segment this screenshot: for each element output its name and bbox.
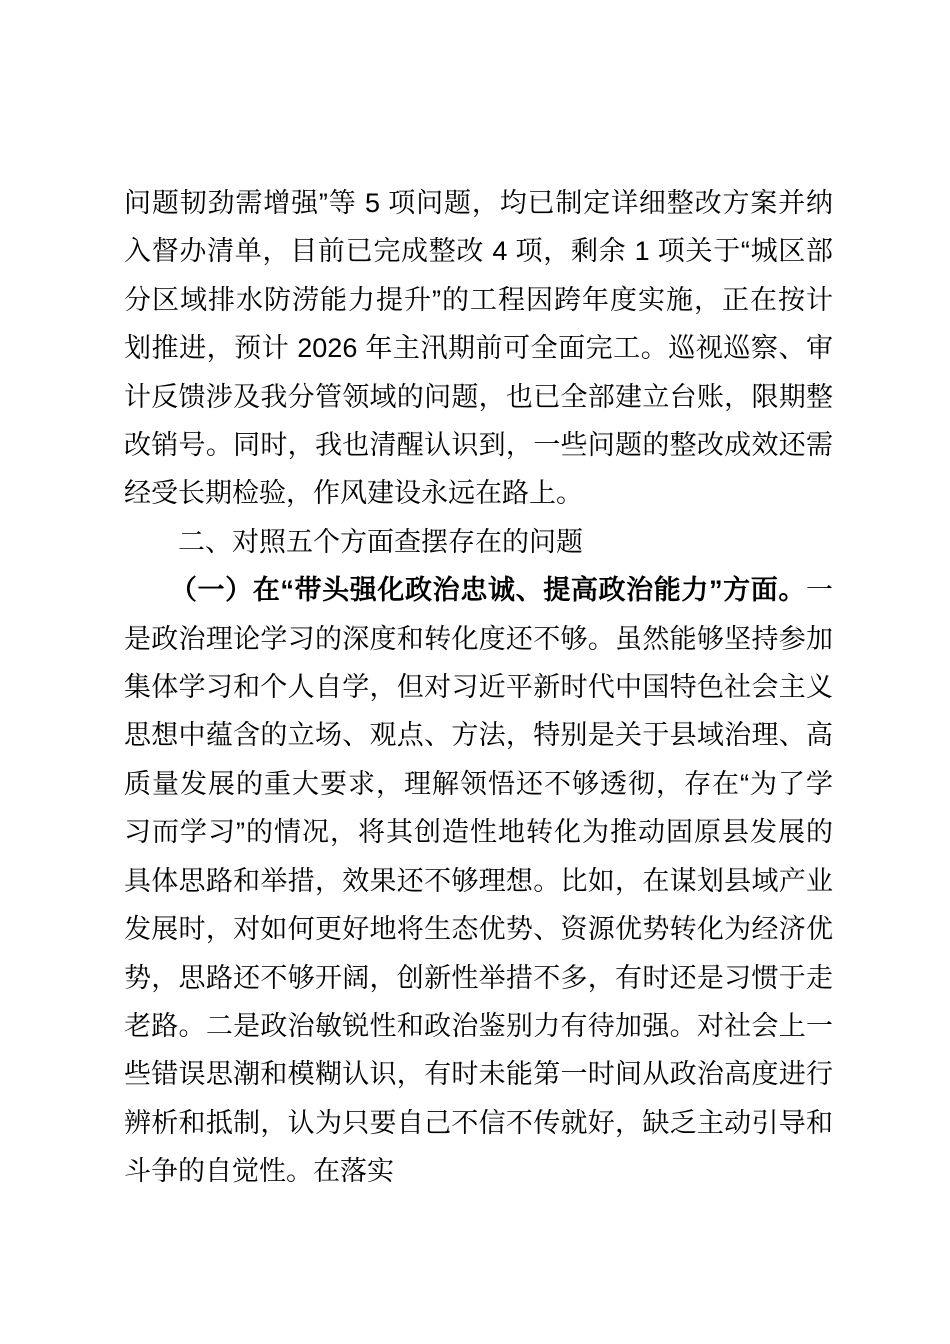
text-run: 二、对照五个方面查摆存在的问题 [178,526,583,557]
paragraph [124,566,833,1195]
text-run: 问题韧劲需增强”等 5 项问题，均已制定详细整改方案并纳入督办清单，目前已完成整改 4 项，剩余 1 项关于“城区部分区域排水防涝能力提升”的工程因跨年度实施，正在按计划推进，预计 2026 年主汛期前可全面完工。巡视巡察、审计反馈涉及我分管领域的问题，也已全部建立台账，限期整改销号。同时，我也清醒认识到，一些问题的整改成效还需经受长期检验，作风建设永远在路上。 [124,188,833,509]
text-run: 一是政治理论学习的深度和转化度还不够。虽然能够坚持参加集体学习和个人自学，但对习近平新时代中国特色社会主义思想中蕴含的立场、观点、方法，特别是关于县域治理、高质量发展的重大要求，理解领悟还不够透彻，存在“为了学习而学习”的情况，将其创造性地转化为推动固原县发展的具体思路和举措，效果还不够理想。比如，在谋划县域产业发展时，对如何更好地将生态优势、资源优势转化为经济优势，思路还不够开阔，创新性举措不多，有时还是习惯于走老路。二是政治敏锐性和政治鉴别力有待加强。对社会上一些错误思潮和模糊认识，有时未能第一时间从政治高度进行辨析和抵制，认为只要自己不信不传就好，缺乏主动引导和斗争的自觉性。在落实 [124,575,833,1187]
document-text [124,179,833,1196]
section-heading [124,518,833,566]
paragraph [124,179,833,518]
text-run-bold: （一）在“带头强化政治忠诚、提高政治能力”方面。 [169,575,806,606]
